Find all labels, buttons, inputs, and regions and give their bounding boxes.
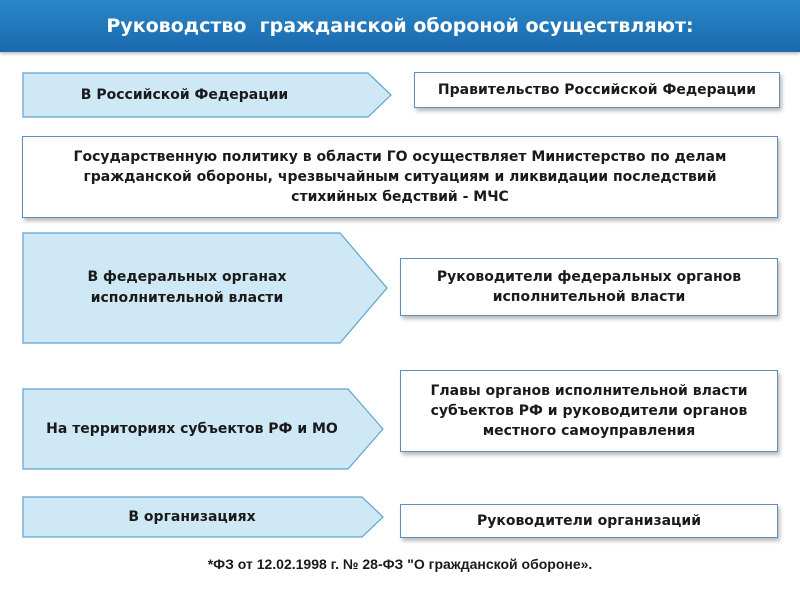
box-executive-heads: Главы органов исполнительной власти субъектов РФ и руководители органов местного самоуправления	[400, 370, 778, 452]
arrow-label-subjects-territories: На территориях субъектов РФ и МО	[46, 420, 338, 437]
arrow-label-russian-federation: В Российской Федерации	[80, 86, 289, 103]
footnote-law: *ФЗ от 12.02.1998 г. № 28-ФЗ "О гражданской обороне».	[207, 556, 593, 572]
arrow-federal-bodies	[22, 232, 388, 344]
arrow-label-federal-bodies: В федеральных органах исполнительной власти	[87, 269, 287, 306]
arrow-russian-federation	[22, 72, 392, 118]
arrow-label-organizations: В организациях	[128, 508, 256, 525]
box-policy-mchs: Государственную политику в области ГО осуществляет Министерство по делам гражданской обороны, чрезвычайным ситуациям и ликвидации последствий стихийных бедствий - МЧС	[22, 136, 778, 218]
box-government: Правительство Российской Федерации	[414, 72, 780, 108]
box-federal-heads: Руководители федеральных органов исполнительной власти	[400, 258, 778, 316]
page-title: Руководство гражданской обороной осуществляют:	[106, 15, 694, 37]
box-organization-heads: Руководители организаций	[400, 504, 778, 538]
arrow-organizations	[22, 496, 384, 538]
arrow-subjects-territories	[22, 388, 384, 470]
